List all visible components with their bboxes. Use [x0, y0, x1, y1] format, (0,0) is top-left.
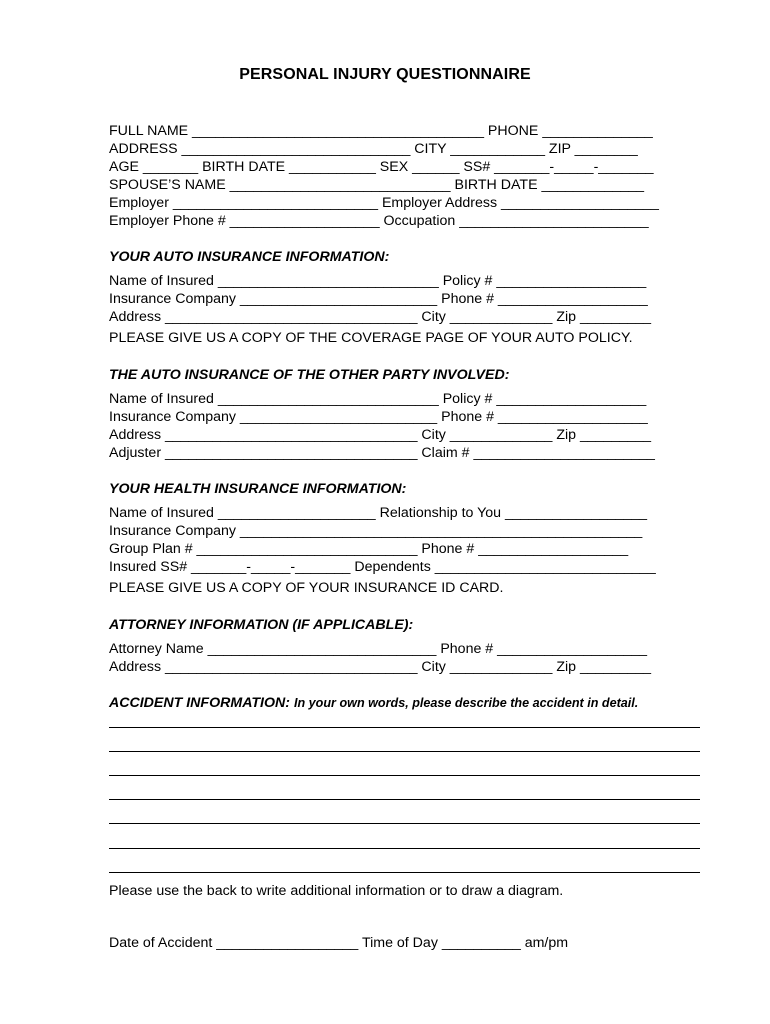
address-city-zip-field[interactable]: ADDRESS _____________________________ CITY ____________ ZIP ________	[109, 141, 638, 157]
spouse-name-birthdate-field[interactable]: SPOUSE’S NAME ____________________________ BIRTH DATE _____________	[109, 177, 645, 193]
health-company-field[interactable]: Insurance Company ___________________________________________________	[109, 523, 643, 539]
full-name-phone-field[interactable]: FULL NAME _____________________________________ PHONE ______________	[109, 123, 653, 139]
other-adjuster-claim-field[interactable]: Adjuster ________________________________ Claim # _______________________	[109, 445, 655, 461]
auto-insurance-heading: YOUR AUTO INSURANCE INFORMATION:	[109, 249, 390, 265]
auto-address-city-zip-field[interactable]: Address ________________________________ City _____________ Zip _________	[109, 309, 651, 325]
accident-heading	[109, 694, 638, 712]
accident-description-line[interactable]	[109, 775, 700, 776]
back-page-note: Please use the back to write additional information or to draw a diagram.	[109, 883, 564, 899]
age-birthdate-sex-ssn-field[interactable]: AGE _______ BIRTH DATE ___________ SEX ______ SS# _______-_____-_______	[109, 159, 654, 175]
auto-policy-copy-note: PLEASE GIVE US A COPY OF THE COVERAGE PAGE OF YOUR AUTO POLICY.	[109, 330, 633, 346]
employer-phone-occupation-field[interactable]: Employer Phone # ___________________ Occupation ________________________	[109, 213, 649, 229]
health-group-plan-phone-field[interactable]: Group Plan # ____________________________ Phone # ___________________	[109, 541, 629, 557]
health-insurance-heading: YOUR HEALTH INSURANCE INFORMATION:	[109, 481, 407, 497]
other-party-heading: THE AUTO INSURANCE OF THE OTHER PARTY INVOLVED:	[109, 367, 510, 383]
attorney-heading: ATTORNEY INFORMATION (IF APPLICABLE):	[109, 617, 414, 633]
health-ssn-dependents-field[interactable]: Insured SS# _______-_____-_______ Dependents ____________________________	[109, 559, 656, 575]
accident-description-line[interactable]	[109, 823, 700, 824]
other-insured-policy-field[interactable]: Name of Insured ____________________________ Policy # ___________________	[109, 391, 647, 407]
health-insured-relationship-field[interactable]: Name of Insured ____________________ Relationship to You __________________	[109, 505, 648, 521]
attorney-address-city-zip-field[interactable]: Address ________________________________ City _____________ Zip _________	[109, 659, 651, 675]
employer-address-field[interactable]: Employer __________________________ Employer Address ____________________	[109, 195, 659, 211]
page-title: PERSONAL INJURY QUESTIONNAIRE	[239, 66, 531, 83]
auto-company-phone-field[interactable]: Insurance Company _________________________ Phone # ___________________	[109, 291, 648, 307]
accident-description-line[interactable]	[109, 872, 700, 873]
accident-description-line[interactable]	[109, 727, 700, 728]
accident-subheading: In your own words, please describe the accident in detail.	[293, 696, 639, 710]
accident-description-line[interactable]	[109, 799, 700, 800]
date-time-of-accident-field[interactable]: Date of Accident __________________ Time of Day __________ am/pm	[109, 935, 569, 951]
health-id-card-note: PLEASE GIVE US A COPY OF YOUR INSURANCE ID CARD.	[109, 580, 504, 596]
other-address-city-zip-field[interactable]: Address ________________________________ City _____________ Zip _________	[109, 427, 651, 443]
accident-heading-label: ACCIDENT INFORMATION:	[109, 695, 291, 711]
attorney-name-phone-field[interactable]: Attorney Name _____________________________ Phone # ___________________	[109, 641, 648, 657]
accident-description-line[interactable]	[109, 848, 700, 849]
auto-insured-policy-field[interactable]: Name of Insured ____________________________ Policy # ___________________	[109, 273, 647, 289]
accident-description-line[interactable]	[109, 751, 700, 752]
other-company-phone-field[interactable]: Insurance Company _________________________ Phone # ___________________	[109, 409, 648, 425]
